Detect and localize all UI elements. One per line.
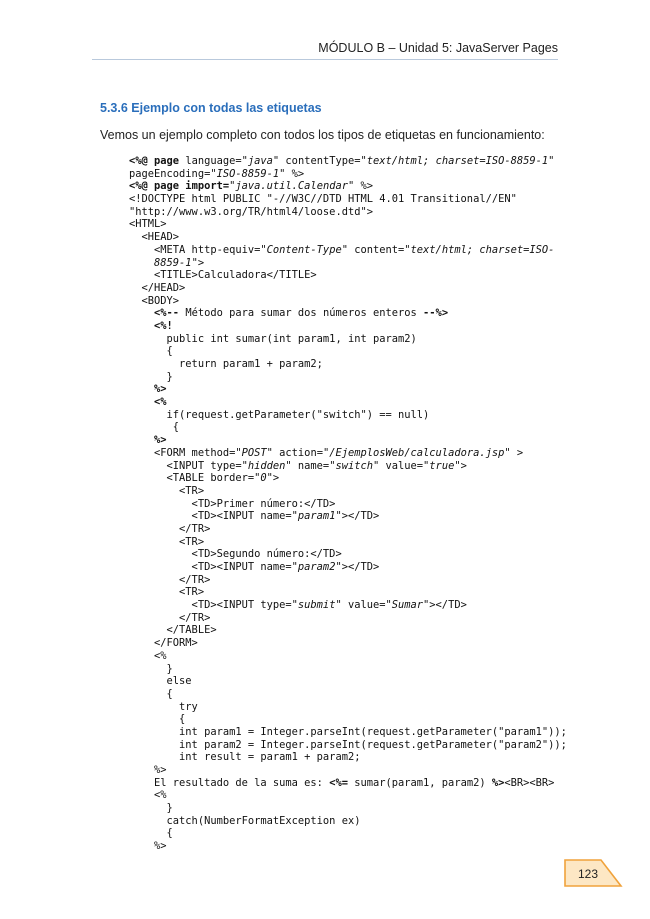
code-token: try (129, 700, 198, 713)
code-token: %> (129, 840, 167, 853)
code-token: pageEncoding= (129, 167, 211, 180)
code-token: > (460, 459, 467, 472)
code-token: <BODY> (129, 294, 180, 307)
code-token: <TD>Segundo número:</TD> (129, 548, 342, 561)
code-token: <TD>Primer número:</TD> (129, 497, 336, 510)
code-token: action= (272, 446, 323, 459)
code-token: return param1 + param2; (129, 358, 323, 370)
code-line (129, 218, 569, 231)
code-token: language= (179, 155, 242, 167)
code-token: page (154, 155, 180, 167)
code-token: <FORM method= (129, 446, 236, 459)
code-line (129, 764, 569, 777)
code-token: <%@ (129, 155, 155, 167)
code-line (129, 396, 569, 409)
code-line (129, 827, 569, 840)
code-line (129, 472, 569, 485)
code-line (129, 193, 569, 206)
page-number-badge (563, 858, 623, 888)
code-token: "0" (254, 472, 273, 485)
code-token: > (197, 256, 205, 269)
code-line (129, 257, 569, 270)
code-token: <INPUT type= (129, 459, 242, 472)
code-line (129, 612, 569, 625)
code-token: sumar(param1, param2) (347, 776, 492, 789)
code-token: "Content-Type" (260, 243, 348, 256)
code-token: <TD><INPUT type= (129, 599, 292, 612)
code-line (129, 624, 569, 637)
code-line (129, 536, 569, 549)
code-line (129, 295, 569, 308)
code-token (129, 383, 154, 395)
code-token: ></TD> (341, 510, 380, 523)
code-token: int result = param1 + param2; (129, 751, 361, 764)
code-listing (129, 155, 569, 853)
code-token: <%= (329, 776, 348, 789)
code-line (129, 789, 569, 802)
code-token: %> (491, 776, 505, 789)
code-token (129, 257, 154, 269)
code-line (129, 168, 569, 181)
code-line (129, 510, 569, 523)
code-line (129, 358, 569, 371)
header-title: MÓDULO B – Unidad 5: JavaServer Pages (318, 41, 558, 55)
code-token: "java" (241, 155, 280, 167)
code-line (129, 599, 569, 612)
code-token: <TD><INPUT name= (129, 561, 292, 573)
code-token: value= (341, 599, 386, 612)
code-token: </TR> (129, 611, 211, 624)
code-line (129, 802, 569, 815)
code-token: <TR> (129, 586, 205, 599)
code-token: "switch" (329, 459, 380, 472)
code-token: %> (285, 167, 305, 180)
code-line (129, 231, 569, 244)
code-token: --%> (423, 307, 449, 320)
code-token: } (129, 662, 173, 675)
code-token: <HEAD> (129, 231, 180, 244)
code-token: contentType= (279, 155, 361, 167)
intro-paragraph: Vemos un ejemplo completo con todos los tipos de etiquetas en funcionamiento: (100, 128, 545, 142)
code-line (129, 434, 569, 447)
code-token: <TABLE border= (129, 472, 255, 485)
code-token: <%! (154, 319, 173, 332)
code-token: "ISO-8859-1" (210, 167, 286, 180)
code-line (129, 244, 569, 257)
code-token: { (129, 713, 186, 726)
code-token: El resultado de la suma es: (129, 776, 330, 789)
code-line (129, 409, 569, 422)
code-line (129, 269, 569, 282)
code-line (129, 777, 569, 790)
code-token: </TR> (129, 573, 211, 586)
code-token: { (129, 345, 173, 358)
code-token (129, 307, 154, 319)
code-line (129, 561, 569, 574)
code-token: > (272, 472, 280, 485)
code-token: } (129, 370, 173, 383)
code-token: int param2 = Integer.parseInt(request.getParameter("param2")); (129, 738, 567, 751)
code-line (129, 663, 569, 676)
code-token: "param2" (291, 561, 342, 573)
code-token: name= (291, 459, 330, 472)
code-line (129, 688, 569, 701)
code-token: <TR> (129, 484, 205, 497)
code-token: > (510, 446, 524, 459)
code-line (129, 307, 569, 320)
code-token: <% (129, 649, 167, 662)
code-token: value= (379, 459, 424, 472)
code-line (129, 447, 569, 460)
code-line (129, 180, 569, 193)
code-token: page import= (154, 180, 230, 193)
page-number: 123 (578, 867, 599, 881)
code-token: { (129, 687, 173, 700)
code-token: "http://www.w3.org/TR/html4/loose.dtd"> (129, 205, 373, 218)
code-token: content= (347, 243, 405, 256)
page-header (0, 0, 650, 62)
code-line (129, 498, 569, 511)
code-token: <META http-equiv= (129, 243, 261, 256)
code-line (129, 421, 569, 434)
header-divider (92, 59, 558, 60)
code-token: </FORM> (129, 637, 198, 650)
code-token: %> (129, 764, 167, 776)
code-token (129, 434, 154, 446)
code-token: "java.util.Calendar" (229, 180, 355, 193)
code-token: { (129, 827, 173, 840)
code-token: <HTML> (129, 218, 167, 231)
code-token: <!DOCTYPE html PUBLIC "-//W3C//DTD HTML 4.01 Transitional//EN" (129, 193, 517, 206)
code-line (129, 333, 569, 346)
code-token: <BR><BR> (504, 776, 555, 789)
code-token: </HEAD> (129, 281, 186, 294)
code-token: </TR> (129, 522, 211, 535)
code-token: else (129, 675, 192, 688)
code-token: <% (129, 789, 167, 802)
code-token: <TITLE>Calculadora</TITLE> (129, 269, 317, 282)
code-token: catch(NumberFormatException ex) (129, 814, 361, 827)
code-token: "hidden" (241, 459, 292, 472)
code-line (129, 523, 569, 536)
code-token: </TABLE> (129, 624, 217, 637)
code-token: <%-- (154, 307, 180, 320)
code-token: ></TD> (341, 561, 380, 573)
code-line (129, 840, 569, 853)
code-line (129, 650, 569, 663)
code-token: <TR> (129, 535, 205, 548)
code-token: int param1 = Integer.parseInt(request.getParameter("param1")); (129, 725, 567, 738)
code-token (129, 396, 154, 408)
code-token: "param1" (291, 510, 342, 523)
code-line (129, 371, 569, 384)
code-token: <%@ (129, 180, 155, 193)
code-line (129, 574, 569, 587)
code-token: ></TD> (429, 599, 467, 612)
code-token: "submit" (291, 599, 342, 612)
code-token: "/EjemplosWeb/calculadora.jsp" (322, 446, 511, 459)
code-token: <TD><INPUT name= (129, 510, 292, 523)
code-line (129, 485, 569, 498)
code-line (129, 206, 569, 219)
code-line (129, 460, 569, 473)
code-line (129, 701, 569, 714)
code-line (129, 383, 569, 396)
code-token (129, 320, 154, 332)
code-token: %> (354, 180, 374, 193)
code-line (129, 155, 569, 168)
code-line (129, 739, 569, 752)
code-token: "text/html; charset=ISO- (404, 243, 555, 256)
code-line (129, 713, 569, 726)
code-line (129, 751, 569, 764)
code-line (129, 675, 569, 688)
code-line (129, 586, 569, 599)
code-token: "true" (423, 459, 461, 472)
code-token: } (129, 802, 173, 815)
code-line (129, 282, 569, 295)
code-line (129, 548, 569, 561)
code-token: %> (154, 383, 167, 396)
code-token: { (129, 421, 180, 434)
code-line (129, 637, 569, 650)
code-token: 8859-1" (154, 256, 198, 269)
code-token: "POST" (235, 446, 273, 459)
code-line (129, 815, 569, 828)
code-line (129, 726, 569, 739)
code-token: public int sumar(int param1, int param2) (129, 332, 417, 345)
code-token: if(request.getParameter("switch") == null) (129, 408, 430, 421)
section-title: 5.3.6 Ejemplo con todas las etiquetas (100, 101, 322, 115)
code-token: <% (154, 396, 167, 409)
code-token: "Sumar" (385, 599, 430, 612)
code-line (129, 320, 569, 333)
code-line (129, 345, 569, 358)
code-token: %> (154, 434, 167, 447)
code-token: Método para sumar dos números enteros (179, 307, 424, 320)
code-token: "text/html; charset=ISO-8859-1" (360, 155, 555, 167)
